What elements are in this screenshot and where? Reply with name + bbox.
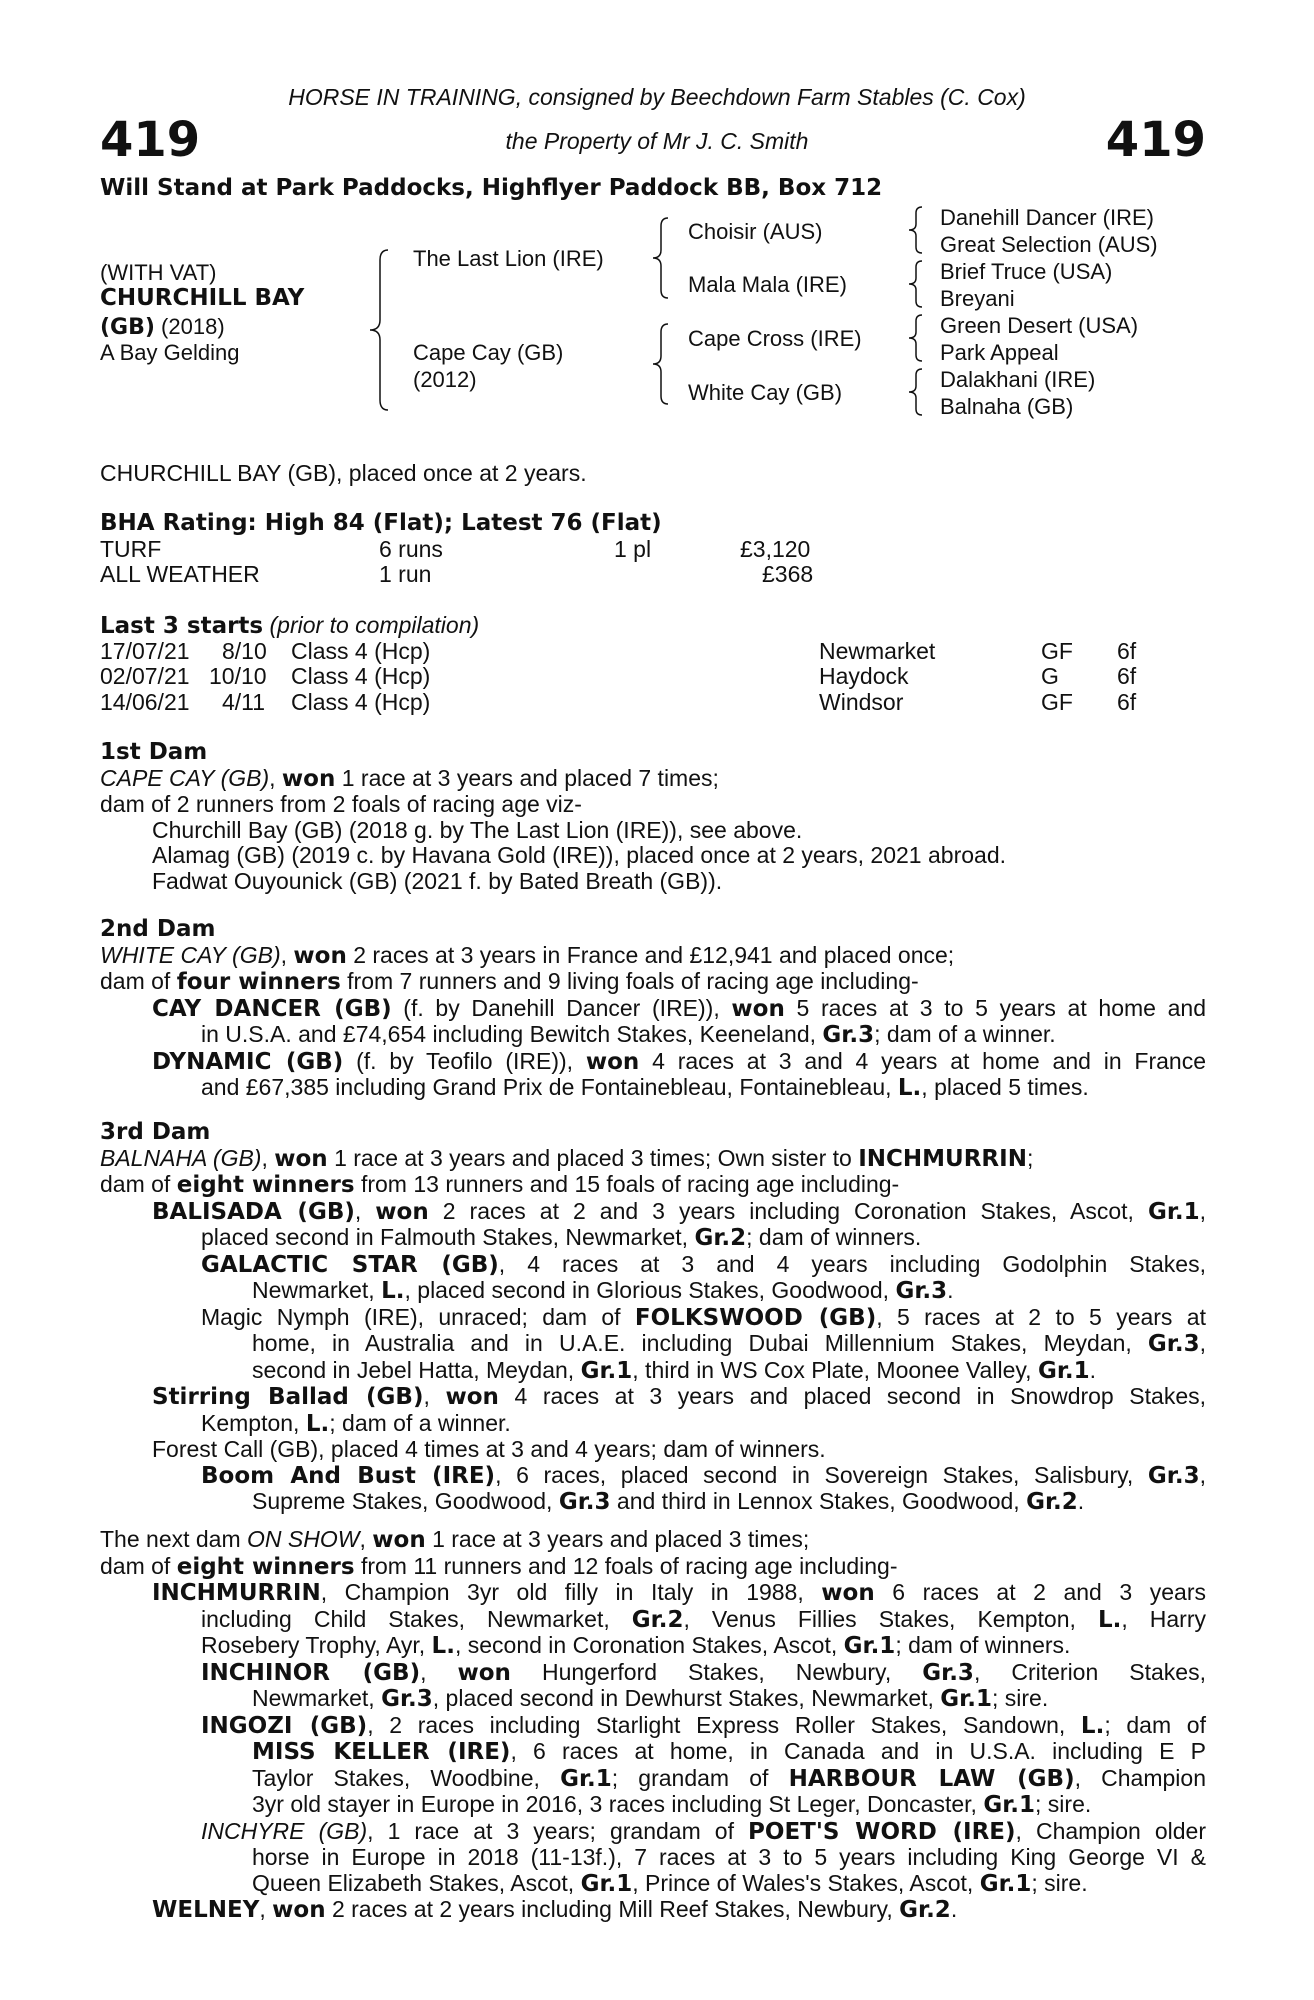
next-dam-produce: WELNEY, won 2 races at 2 years including Mill Reef Stakes, Newbury, Gr.2. [152,1896,958,1923]
horse-country: (GB) [100,315,155,340]
next-dam-produce: Taylor Stakes, Woodbine, Gr.1; grandam of HARBOUR LAW (GB), Champion [252,1764,1206,1792]
first-dam-produce: Fadwat Ouyounick (GB) (2021 f. by Bated Breath (GB)). [152,867,723,894]
next-dam-produce: horse in Europe in 2018 (11-13f.), 7 races at 3 to 5 years including King George VI & [252,1844,1206,1870]
horse-name: CHURCHILL BAY [100,285,305,311]
pedigree-dam-year: (2012) [413,367,477,392]
first-dam-line: CAPE CAY (GB), won 1 race at 3 years and placed 7 times; [100,764,719,792]
start-class: Class 4 (Hcp) [291,689,431,715]
brace-g2 [906,259,926,309]
lot-number-left: 419 [100,112,201,168]
start-going: GF [1041,638,1073,664]
first-dam-produce: Alamag (GB) (2019 c. by Havana Gold (IRE)), placed once at 2 years, 2021 abroad. [152,842,1006,868]
rating-surface: TURF [100,536,162,562]
brace-g1 [906,205,926,255]
second-dam-produce: DYNAMIC (GB) (f. by Teofilo (IRE)), won 4 races at 3 and 4 years at home and in France [152,1047,1207,1075]
next-dam-produce: INGOZI (GB), 2 races including Starlight Express Roller Stakes, Sandown, L.; dam of [201,1711,1206,1739]
second-dam-section [100,917,1206,1102]
vat-label: (WITH VAT) [100,260,217,285]
pedigree-g6: Park Appeal [940,340,1059,365]
second-dam-line: WHITE CAY (GB), won 2 races at 3 years in France and £12,941 and placed once; [100,941,955,969]
next-dam-line: The next dam ON SHOW, won 1 race at 3 years and placed 3 times; [100,1526,810,1553]
race-summary: CHURCHILL BAY (GB), placed once at 2 years. [100,460,587,486]
third-dam-section [100,1120,1206,1516]
pedigree-g5: Green Desert (USA) [940,313,1139,338]
third-dam-produce: GALACTIC STAR (GB), 4 races at 3 and 4 years including Godolphin Stakes, [201,1250,1206,1278]
sire-line-brace [650,216,672,300]
next-dam-produce: Queen Elizabeth Stakes, Ascot, Gr.1, Prince of Wales's Stakes, Ascot, Gr.1; sire. [252,1869,1088,1897]
start-course: Haydock [819,663,909,689]
stand-location: Will Stand at Park Paddocks, Highflyer Paddock BB, Box 712 [100,175,883,201]
next-dam-produce: MISS KELLER (IRE), 6 races at home, in Canada and in U.S.A. including E P [252,1738,1207,1765]
third-dam-produce: Forest Call (GB), placed 4 times at 3 and 4 years; dam of winners. [152,1436,826,1462]
pedigree-sire: The Last Lion (IRE) [413,246,604,271]
last-starts-note: (prior to compilation) [263,612,480,638]
rating-prize: £3,120 [740,536,811,562]
bha-rating: BHA Rating: High 84 (Flat); Latest 76 (Flat) [100,510,662,536]
rating-runs: 6 runs [379,536,443,562]
pedigree-g2: Great Selection (AUS) [940,232,1158,257]
brace-g4 [906,367,926,417]
start-course: Windsor [819,689,904,715]
start-position: 10/10 [209,663,267,689]
rating-runs: 1 run [379,561,432,587]
start-date: 02/07/21 [100,663,190,689]
second-dam-produce: and £67,385 including Grand Prix de Fontainebleau, Fontainebleau, L., placed 5 times. [201,1074,1089,1101]
brace-g3 [906,313,926,363]
next-dam-produce: INCHMURRIN, Champion 3yr old filly in Italy in 1988, won 6 races at 2 and 3 years [152,1579,1206,1606]
next-dam-produce: INCHYRE (GB), 1 race at 3 years; grandam of POET'S WORD (IRE), Champion older [201,1817,1206,1845]
third-dam-line: dam of eight winners from 13 runners and 15 foals of racing age including- [100,1171,900,1198]
third-dam-produce: Kempton, L.; dam of a winner. [201,1409,511,1437]
last-starts-title: Last 3 starts [100,613,264,639]
third-dam-produce: Boom And Bust (IRE), 6 races, placed second in Sovereign Stakes, Salisbury, Gr.3, [201,1461,1206,1489]
next-dam-line: dam of eight winners from 11 runners and 12 foals of racing age including- [100,1552,898,1580]
next-dam-produce: INCHINOR (GB), won Hungerford Stakes, Newbury, Gr.3, Criterion Stakes, [201,1658,1206,1686]
pedigree-dam: Cape Cay (GB) [413,340,564,365]
next-dam-produce: Newmarket, Gr.3, placed second in Dewhurst Stakes, Newmarket, Gr.1; sire. [252,1685,1049,1712]
start-date: 14/06/21 [100,689,190,715]
next-dam-section [100,1527,1206,1924]
pedigree-sire-dam: Mala Mala (IRE) [688,272,847,297]
horse-country-year [100,314,225,341]
start-distance: 6f [1117,663,1137,689]
first-dam-heading: 1st Dam [100,739,208,765]
third-dam-produce: home, in Australia and in U.A.E. including Dubai Millennium Stakes, Meydan, Gr.3, [252,1330,1206,1357]
pedigree-g7: Dalakhani (IRE) [940,367,1096,392]
pedigree-dam-dam: White Cay (GB) [688,380,843,405]
first-dam-line: dam of 2 runners from 2 foals of racing age viz- [100,791,582,817]
start-course: Newmarket [819,638,936,664]
start-position: 8/10 [222,638,267,664]
third-dam-produce: Stirring Ballad (GB), won 4 races at 3 years and placed second in Snowdrop Stakes, [152,1383,1207,1410]
start-distance: 6f [1117,689,1137,715]
rating-placed: 1 pl [614,536,652,562]
next-dam-produce: including Child Stakes, Newmarket, Gr.2, Venus Fillies Stakes, Kempton, L., Harry [201,1605,1206,1633]
start-going: G [1041,663,1059,689]
third-dam-produce: placed second in Falmouth Stakes, Newmarket, Gr.2; dam of winners. [201,1224,922,1251]
third-dam-produce: Newmarket, L., placed second in Glorious Stakes, Goodwood, Gr.3. [252,1277,954,1304]
horse-year: (2018) [154,314,225,339]
third-dam-produce: second in Jebel Hatta, Meydan, Gr.1, third in WS Cox Plate, Moonee Valley, Gr.1. [252,1356,1097,1384]
pedigree-dam-sire: Cape Cross (IRE) [688,326,862,351]
start-going: GF [1041,689,1073,715]
second-dam-produce: in U.S.A. and £74,654 including Bewitch Stakes, Keeneland, Gr.3; dam of a winner. [201,1021,1056,1048]
start-position: 4/11 [222,689,266,715]
start-date: 17/07/21 [100,638,190,664]
start-distance: 6f [1117,638,1137,664]
pedigree-g3: Brief Truce (USA) [940,259,1113,284]
next-dam-produce: Rosebery Trophy, Ayr, L., second in Coronation Stakes, Ascot, Gr.1; dam of winners. [201,1632,1071,1659]
pedigree-g8: Balnaha (GB) [940,394,1074,419]
start-class: Class 4 (Hcp) [291,638,431,664]
third-dam-heading: 3rd Dam [100,1119,211,1145]
pedigree-sire-sire: Choisir (AUS) [688,219,823,244]
sire-dam-brace [366,248,396,413]
dam-line-brace [650,322,672,406]
rating-prize: £368 [762,561,814,587]
last-starts-heading [100,613,479,640]
first-dam-produce: Churchill Bay (GB) (2018 g. by The Last Lion (IRE)), see above. [152,816,803,843]
lot-number-right: 419 [1105,112,1206,168]
property-line: the Property of Mr J. C. Smith [505,128,809,154]
third-dam-produce: Magic Nymph (IRE), unraced; dam of FOLKSWOOD (GB), 5 races at 2 to 5 years at [201,1303,1206,1331]
pedigree-g4: Breyani [940,286,1015,311]
horse-description: A Bay Gelding [100,340,240,365]
second-dam-produce: CAY DANCER (GB) (f. by Danehill Dancer (IRE)), won 5 races at 3 to 5 years at home and [152,994,1207,1022]
third-dam-produce: Supreme Stakes, Goodwood, Gr.3 and third in Lennox Stakes, Goodwood, Gr.2. [252,1488,1085,1515]
next-dam-produce: 3yr old stayer in Europe in 2016, 3 races including St Leger, Doncaster, Gr.1; sire. [252,1791,1092,1818]
consignment-line: HORSE IN TRAINING, consigned by Beechdown Farm Stables (C. Cox) [288,84,1026,110]
second-dam-heading: 2nd Dam [100,916,216,942]
first-dam-section [100,740,1206,894]
third-dam-line: BALNAHA (GB), won 1 race at 3 years and placed 3 times; Own sister to INCHMURRIN; [100,1144,1034,1172]
second-dam-line: dam of four winners from 7 runners and 9 living foals of racing age including- [100,968,919,995]
start-class: Class 4 (Hcp) [291,663,431,689]
rating-surface: ALL WEATHER [100,561,260,587]
pedigree-g1: Danehill Dancer (IRE) [940,205,1154,230]
third-dam-produce: BALISADA (GB), won 2 races at 2 and 3 years including Coronation Stakes, Ascot, Gr.1, [152,1197,1207,1225]
